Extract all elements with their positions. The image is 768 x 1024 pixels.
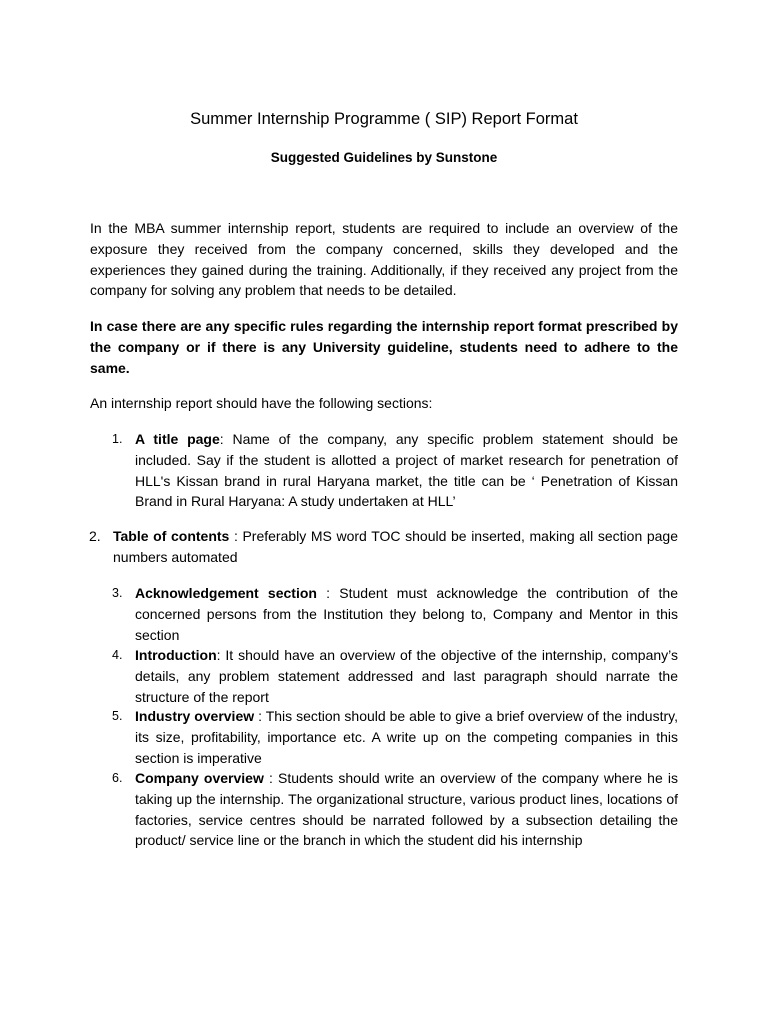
list-item-body: : Name of the company, any specific problem statement should be included. Say if the student is allotted a project of market research for penetration of HLL's Kissan brand in rural Haryana market, the title can be ‘ Penetration of Kissan Brand in Rural Haryana: A study undertaken at HLL’ [135, 431, 679, 510]
list-item-body: : Students should write an overview of the company where he is taking up the internship. The organizational structure, various product lines, locations of factories, service centres should be narrated followed by a subsection detailing the product/ service line or the branch in which the student did his internship [135, 770, 678, 849]
page-title: Summer Internship Programme ( SIP) Report Format [190, 110, 578, 128]
list-item-heading: Acknowledgement section [135, 585, 317, 601]
list-item-number: 5. [112, 709, 123, 723]
list-item-number: 2. [89, 528, 101, 544]
notice-paragraph: In case there are any specific rules regarding the internship report format prescribed by the company or if there is any University guideline, students need to adhere to the same. [90, 318, 678, 376]
intro-paragraph: In the MBA summer internship report, students are required to include an overview of the exposure they received from the company concerned, skills they developed and the experiences they gained during the training. Additionally, if they received any project from the company for solving any problem that needs to be detailed. [90, 220, 678, 299]
list-item-company-overview [112, 768, 678, 851]
sections-lead-paragraph: An internship report should have the following sections: [90, 395, 433, 411]
list-item-body: : Student must acknowledge the contribution of the concerned persons from the Institution they belong to, Company and Mentor in this section [135, 585, 678, 643]
list-item-heading: A title page [135, 431, 220, 447]
list-item-number: 6. [112, 771, 123, 785]
list-item-heading: Industry overview [135, 708, 255, 724]
list-item-heading: Introduction [135, 647, 217, 663]
list-item-number: 1. [112, 432, 123, 446]
list-item-introduction [112, 645, 678, 707]
list-item-acknowledgement [112, 583, 678, 645]
list-item-heading: Table of contents [113, 528, 230, 544]
list-item-number: 3. [112, 586, 123, 600]
list-item-number: 4. [112, 648, 123, 662]
list-item-title-page [112, 429, 679, 512]
list-item-body: : This section should be able to give a brief overview of the industry, its size, profitability, importance etc. A write up on the competing companies in this section is imperative [135, 708, 678, 766]
list-item-industry-overview [112, 706, 678, 768]
page-subtitle: Suggested Guidelines by Sunstone [270, 150, 498, 165]
list-item-body: : It should have an overview of the objective of the internship, company’s details, any problem statement addressed and last paragraph should narrate the structure of the report [135, 647, 678, 705]
list-item-heading: Company overview [135, 770, 264, 786]
list-item-table-of-contents [89, 526, 679, 568]
list-item-body: : Preferably MS word TOC should be inserted, making all section page numbers automated [113, 528, 679, 565]
